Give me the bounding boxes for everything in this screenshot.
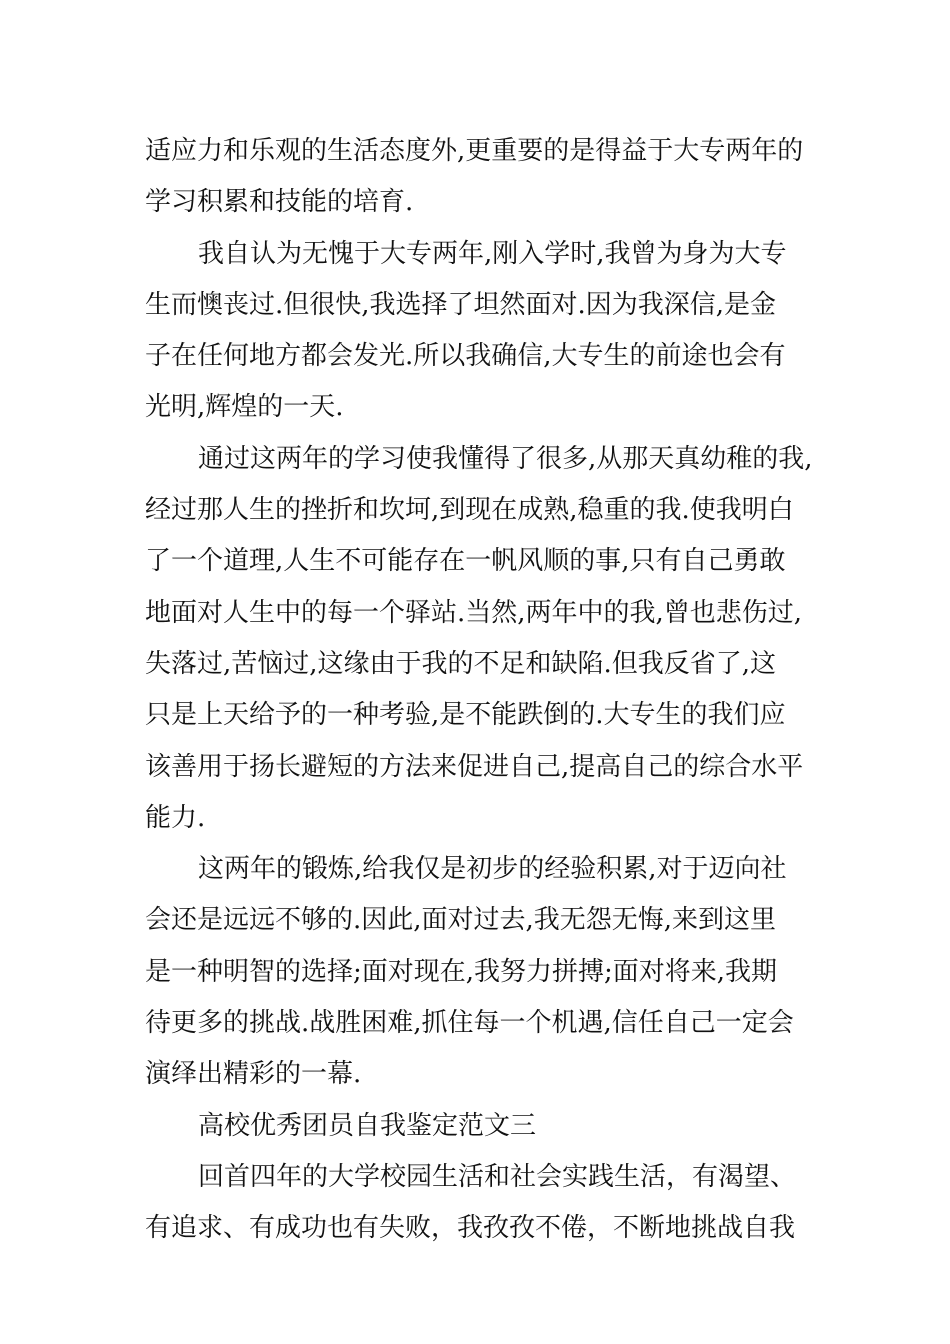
text-line: 经过那人生的挫折和坎坷,到现在成熟,稳重的我.使我明白	[145, 495, 794, 526]
text-line: 光明,辉煌的一天.	[145, 392, 344, 423]
text-line: 地面对人生中的每一个驿站.当然,两年中的我,曾也悲伤过,	[145, 597, 803, 628]
document-body	[145, 126, 815, 1255]
text-line: 通过这两年的学习使我懂得了很多,从那天真幼稚的我,	[198, 443, 813, 474]
text-line: 子在任何地方都会发光.所以我确信,大专生的前途也会有	[145, 341, 786, 372]
text-line: 回首四年的大学校园生活和社会实践生活，有渴望、	[198, 1161, 797, 1192]
text-line: 演绎出精彩的一幕.	[145, 1059, 362, 1090]
text-line: 只是上天给予的一种考验,是不能跌倒的.大专生的我们应	[145, 700, 786, 731]
text-line: 是一种明智的选择;面对现在,我努力拼搏;面对将来,我期	[145, 956, 778, 987]
text-line: 了一个道理,人生不可能存在一帆风顺的事,只有自己勇敢	[145, 546, 786, 577]
text-line: 待更多的挑战.战胜困难,抓住每一个机遇,信任自己一定会	[145, 1008, 794, 1039]
text-line: 这两年的锻炼,给我仅是初步的经验积累,对于迈向社	[198, 854, 787, 885]
text-line: 有追求、有成功也有失败，我孜孜不倦，不断地挑战自我	[145, 1213, 796, 1244]
text-line: 适应力和乐观的生活态度外,更重要的是得益于大专两年的	[145, 136, 804, 166]
text-line: 失落过,苦恼过,这缘由于我的不足和缺陷.但我反省了,这	[145, 648, 777, 679]
text-line: 生而懊丧过.但很快,我选择了坦然面对.因为我深信,是金	[145, 289, 777, 320]
text-line: 我自认为无愧于大专两年,刚入学时,我曾为身为大专	[198, 238, 787, 269]
text-line: 学习积累和技能的培育.	[145, 187, 414, 218]
text-line: 能力.	[145, 802, 206, 833]
text-line: 会还是远远不够的.因此,面对过去,我无怨无悔,来到这里	[145, 905, 777, 936]
section-heading: 高校优秀团员自我鉴定范文三	[198, 1110, 537, 1141]
text-line: 该善用于扬长避短的方法来促进自己,提高自己的综合水平	[145, 751, 804, 782]
